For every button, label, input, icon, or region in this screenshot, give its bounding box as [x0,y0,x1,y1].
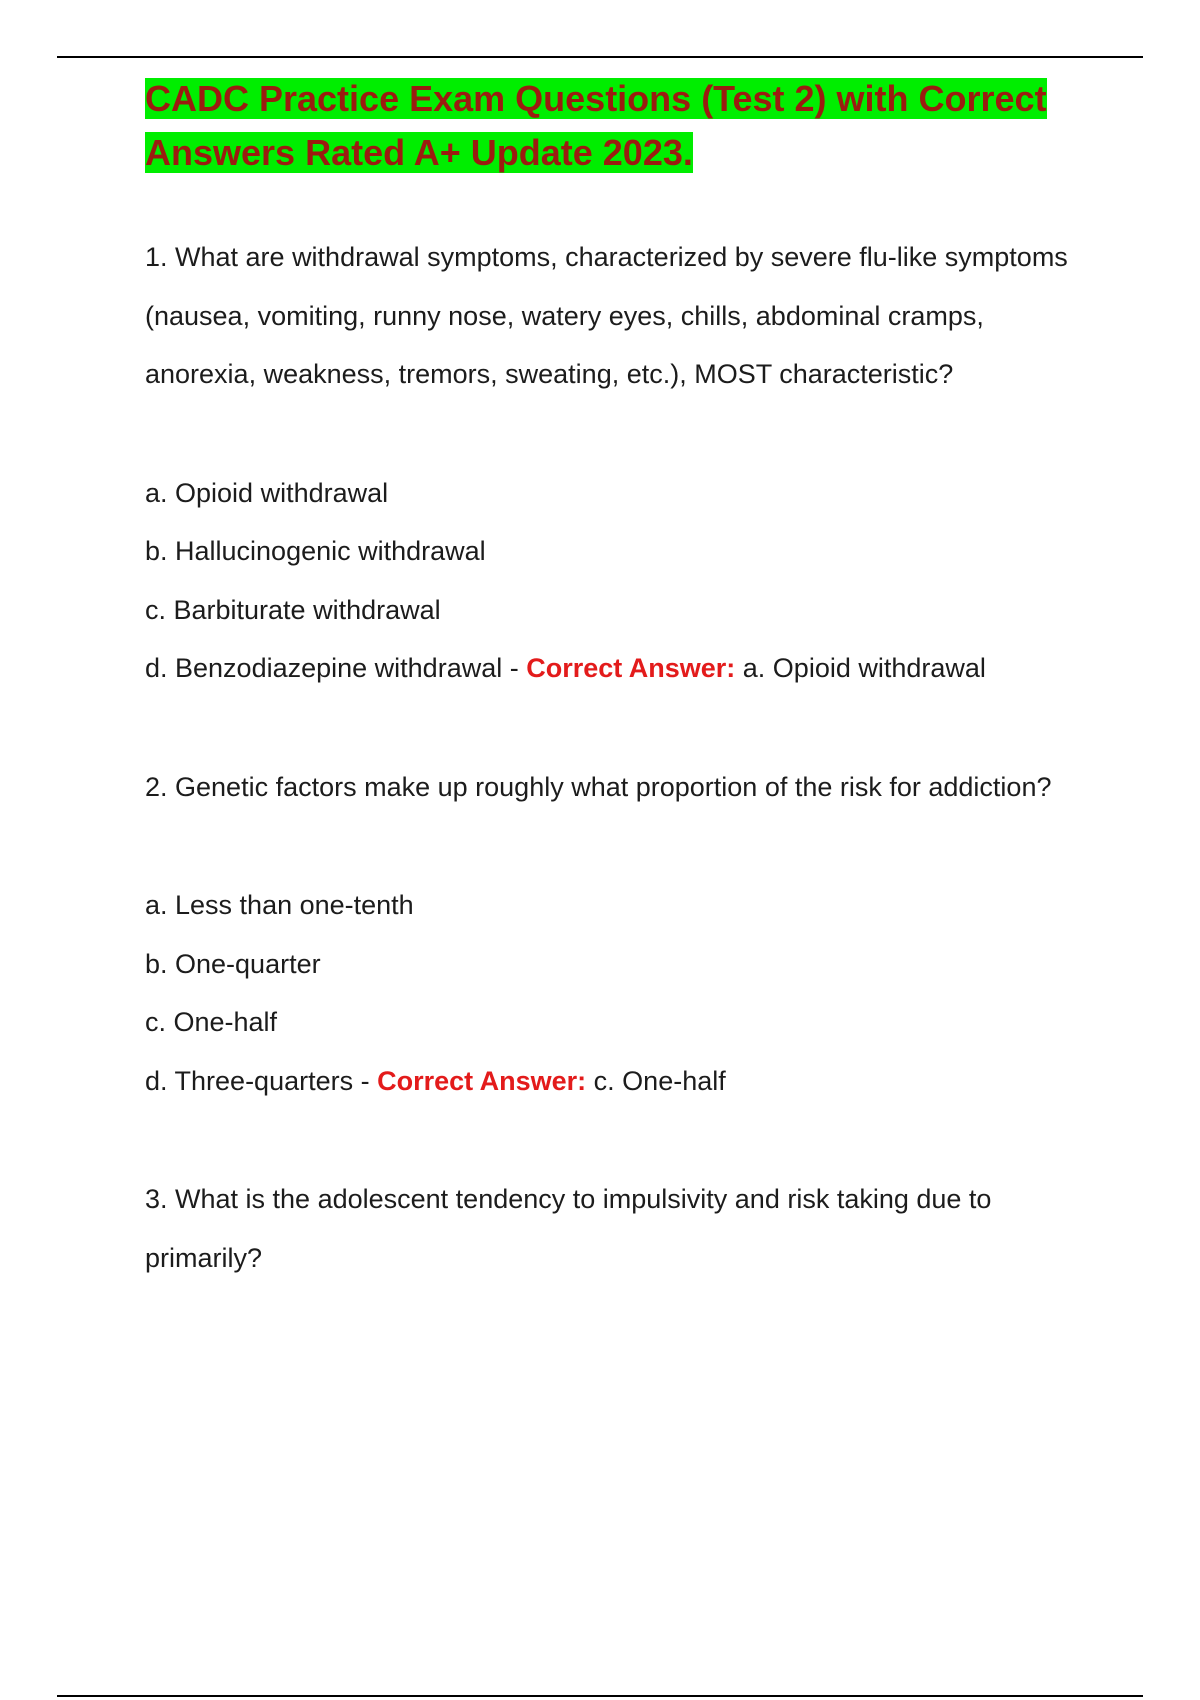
top-rule [57,56,1143,58]
question-2-option-b: b. One-quarter [145,948,321,979]
question-2-option-d-text: d. Three-quarters - [145,1065,378,1096]
title-highlight: CADC Practice Exam Questions (Test 2) with Correct Answers Rated A+ Update 2023. [145,78,1047,173]
question-1-answer: a. Opioid withdrawal [735,653,986,683]
question-2-option-a: a. Less than one-tenth [145,890,414,920]
question-3-text: 3. What is the adolescent tendency to impulsivity and risk taking due to primarily? [145,1184,992,1273]
question-1-option-b: b. Hallucinogenic withdrawal [145,536,486,566]
question-1-text: 1. What are withdrawal symptoms, characterized by severe flu-like symptoms (nausea, vomiting, runny nose, watery eyes, chills, abdominal cramps, anorexia, weakness, tremors, sweating, etc.), MOST characteristic? [145,242,1068,389]
document-body [145,72,1095,1287]
question-2-text: 2. Genetic factors make up roughly what proportion of the risk for addiction? [145,771,1052,802]
question-1-option-d-text: d. Benzodiazepine withdrawal - [145,653,527,683]
question-1-option-a: a. Opioid withdrawal [145,477,389,508]
bottom-rule [57,1695,1143,1697]
question-2-option-c: c. One-half [145,1007,278,1037]
question-1-answer-label: Correct Answer: [526,653,736,683]
question-1-option-c: c. Barbiturate withdrawal [145,594,441,625]
question-2-answer: c. One-half [586,1065,726,1096]
question-2-option-d [145,1052,1095,1111]
question-2-answer-label: Correct Answer: [377,1065,587,1096]
question-1-option-d [145,639,1095,698]
document-title [145,72,1095,180]
